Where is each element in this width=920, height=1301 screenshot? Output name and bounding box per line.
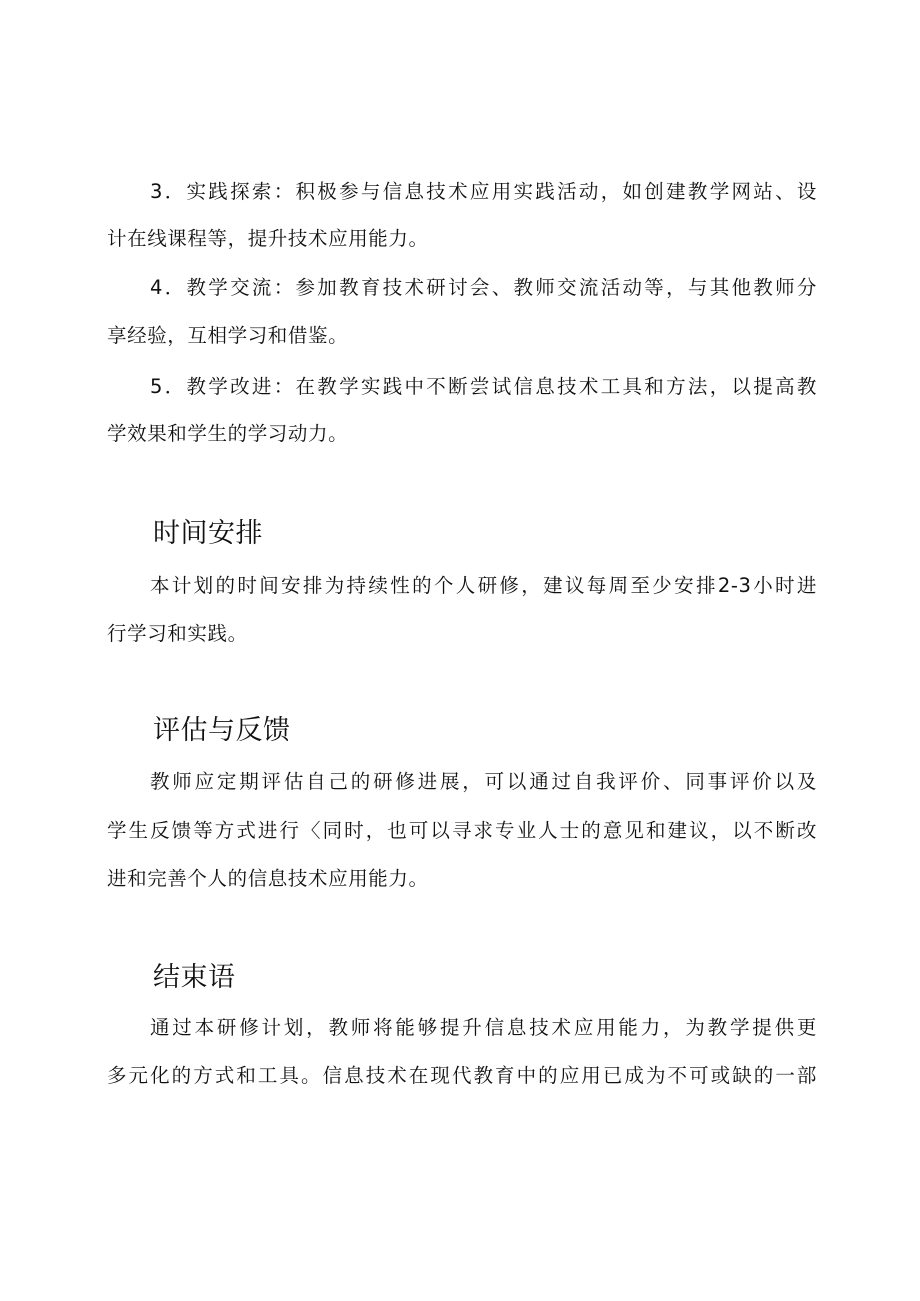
section-heading-conclusion: 结束语: [153, 962, 236, 993]
evaluation-line-2: 学生反馈等方式进行〈同时，也可以寻求专业人士的意见和建议，以不断改: [107, 819, 817, 842]
evaluation-line-3: 进和完善个人的信息技术应用能力。: [107, 867, 429, 890]
schedule-line-2: 行学习和实践。: [107, 622, 248, 645]
list-item-4-line-2: 享经验，互相学习和借鉴。: [107, 324, 349, 347]
list-item-5-line-2: 学效果和学生的学习动力。: [107, 422, 349, 445]
section-heading-evaluation: 评估与反馈: [153, 715, 291, 746]
list-item-3-line-1: 3．实践探索：积极参与信息技术应用实践活动，如创建教学网站、设: [150, 180, 817, 203]
conclusion-line-1: 通过本研修计划，教师将能够提升信息技术应用能力，为教学提供更: [150, 1016, 817, 1039]
schedule-line-1: 本计划的时间安排为持续性的个人研修，建议每周至少安排2-3小时进: [150, 574, 817, 597]
list-item-4-line-1: 4．教学交流：参加教育技术研讨会、教师交流活动等，与其他教师分: [150, 276, 817, 299]
list-item-3-line-2: 计在线课程等，提升技术应用能力。: [107, 227, 429, 250]
conclusion-line-2: 多元化的方式和工具。信息技术在现代教育中的应用已成为不可或缺的一部: [107, 1064, 817, 1087]
list-item-5-line-1: 5．教学改进：在教学实践中不断尝试信息技术工具和方法，以提高教: [150, 375, 817, 398]
section-heading-schedule: 时间安排: [153, 518, 263, 549]
evaluation-line-1: 教师应定期评估自己的研修进展，可以通过自我评价、同事评价以及: [150, 770, 817, 793]
